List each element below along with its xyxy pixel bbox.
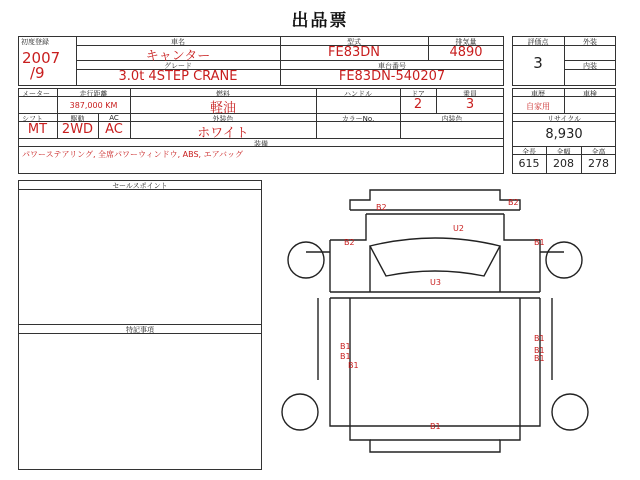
car-name-value: キャンター bbox=[145, 49, 211, 64]
exterior-label: 外装 bbox=[583, 38, 597, 46]
color-label: 外装色 bbox=[212, 115, 234, 123]
displacement-value: 4890 bbox=[449, 45, 483, 60]
height-label: 全高 bbox=[591, 148, 606, 156]
interior-label: 内装 bbox=[583, 62, 597, 70]
sheet-title: 出品票 bbox=[291, 11, 349, 31]
length-label: 全長 bbox=[522, 148, 536, 156]
recycle-value: 8,930 bbox=[545, 127, 583, 142]
truck-outline-diagram bbox=[270, 180, 630, 475]
fuel-value: 軽油 bbox=[209, 101, 236, 116]
car-name-label: 車名 bbox=[171, 38, 185, 46]
vehicle-class-value: 自家用 bbox=[526, 102, 550, 111]
model-value: FE83DN bbox=[328, 45, 380, 60]
damage-mark-b2-side: B2 bbox=[344, 238, 355, 247]
reg-type-label: 車検 bbox=[583, 90, 597, 98]
chassis-label: 車台番号 bbox=[378, 62, 406, 70]
seats-label: 乗員 bbox=[463, 90, 477, 98]
doors-label: ドア bbox=[411, 90, 425, 98]
damage-mark-b2-top-right: B2 bbox=[508, 198, 519, 207]
damage-mark-b1-right-3: B1 bbox=[534, 354, 545, 363]
drive-value: 2WD bbox=[61, 122, 94, 137]
damage-mark-u3: U3 bbox=[430, 278, 441, 287]
damage-mark-b1-side-right: B1 bbox=[534, 238, 545, 247]
recycle-label: リサイクル bbox=[546, 115, 582, 123]
damage-mark-b1-left-1: B1 bbox=[340, 342, 351, 351]
score-label: 評価点 bbox=[527, 38, 549, 46]
fuel-label: 燃料 bbox=[216, 90, 230, 98]
color-no-label: カラーNo. bbox=[341, 115, 375, 123]
shift-label: シフト bbox=[22, 115, 43, 123]
color-value: ホワイト bbox=[197, 126, 249, 141]
drive-label: 駆動 bbox=[70, 115, 85, 123]
width-value: 208 bbox=[553, 157, 574, 170]
meter-label: メーター bbox=[22, 90, 50, 98]
ac-value: AC bbox=[105, 122, 123, 137]
chassis-value: FE83DN-540207 bbox=[338, 69, 446, 84]
doors-value: 2 bbox=[413, 97, 423, 112]
vehicle-class-label: 車歴 bbox=[531, 90, 545, 98]
seats-value: 3 bbox=[465, 97, 475, 112]
score-value: 3 bbox=[533, 54, 543, 72]
damage-mark-u2: U2 bbox=[453, 224, 464, 233]
mileage-label: 走行距離 bbox=[79, 90, 108, 98]
special-notes-label: 特記事項 bbox=[126, 326, 154, 334]
model-label: 型式 bbox=[347, 38, 361, 46]
shift-value: MT bbox=[27, 122, 48, 137]
height-value: 278 bbox=[588, 157, 609, 170]
width-label: 全幅 bbox=[556, 148, 571, 156]
grade-label: グレード bbox=[164, 62, 192, 70]
equipment-label: 装備 bbox=[254, 140, 268, 148]
first-reg-month: /9 bbox=[30, 64, 45, 82]
interior-color-label: 内装色 bbox=[441, 115, 463, 123]
mileage-value: 387,000 KM bbox=[69, 101, 118, 110]
damage-mark-b1-right-2: B1 bbox=[534, 346, 545, 355]
displacement-label: 排気量 bbox=[455, 38, 477, 46]
damage-diagram bbox=[270, 180, 630, 475]
damage-mark-b1-bottom: B1 bbox=[430, 422, 441, 431]
sales-points-label: セールスポイント bbox=[112, 182, 168, 190]
damage-mark-b1-left-2: B1 bbox=[340, 352, 351, 361]
length-value: 615 bbox=[518, 157, 540, 170]
damage-mark-b1-right-1: B1 bbox=[534, 334, 545, 343]
first-reg-label: 初度登録 bbox=[21, 38, 49, 46]
first-reg-year: 2007 bbox=[22, 49, 61, 67]
damage-mark-b1-left-3: B1 bbox=[348, 361, 359, 370]
ac-label: AC bbox=[109, 114, 119, 122]
handle-label: ハンドル bbox=[344, 90, 372, 98]
damage-mark-b2-top-left: B2 bbox=[376, 203, 387, 212]
equipment-value: パワーステアリング, 全席パワーウィンドウ, ABS, エアバッグ bbox=[22, 150, 243, 159]
grade-value: 3.0t 4STEP CRANE bbox=[118, 69, 238, 84]
